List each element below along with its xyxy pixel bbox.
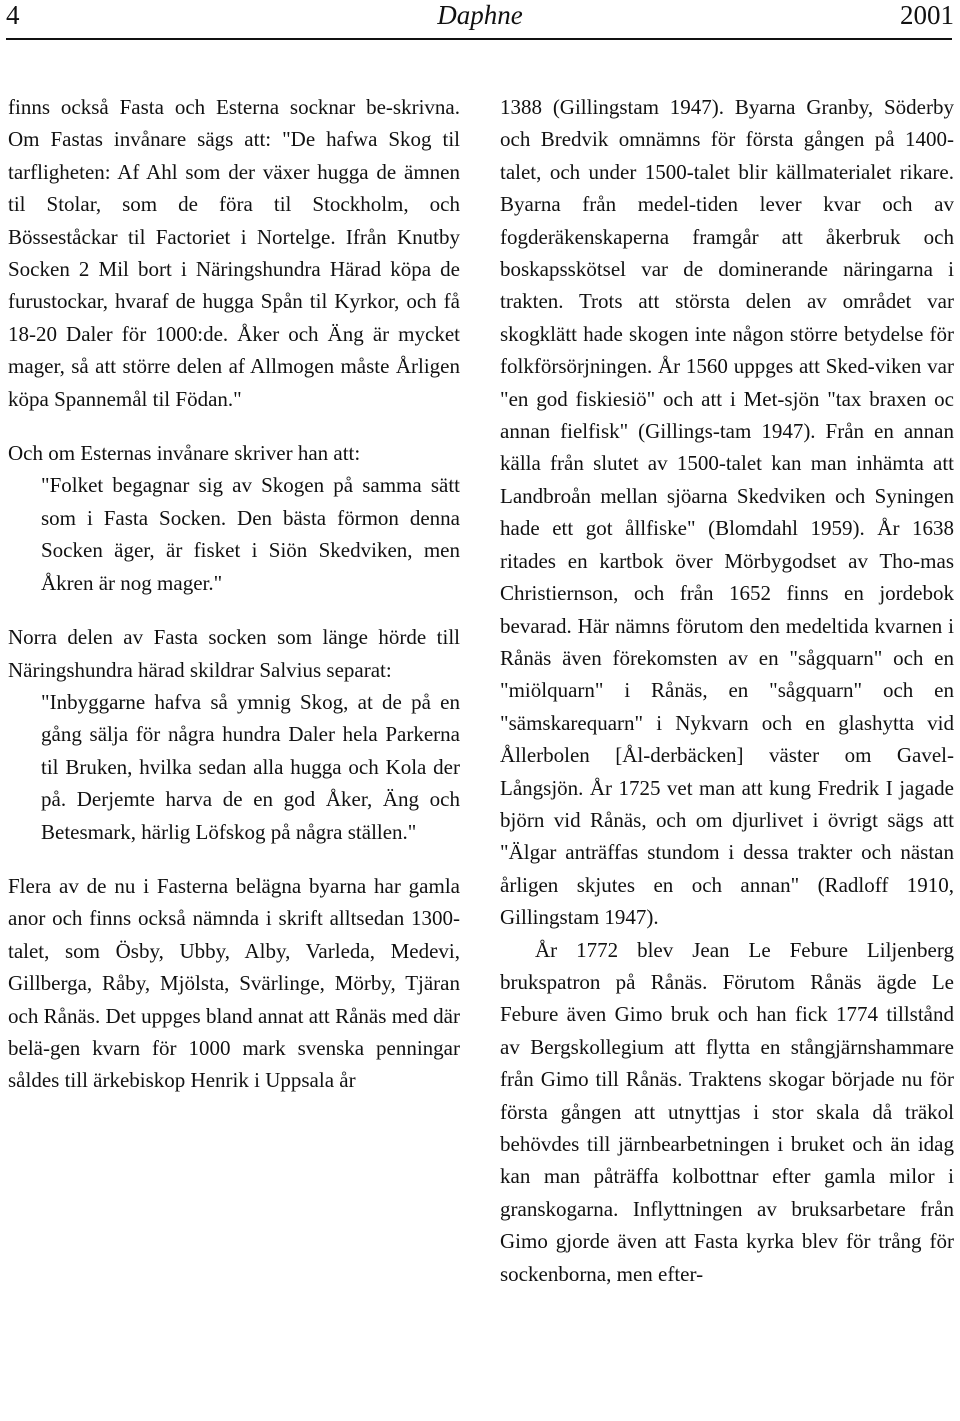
- left-column: [8, 91, 460, 1097]
- paragraph: Flera av de nu i Fasterna belägna byarna har gamla anor och finns också nämnda i skrift alltsedan 1300-talet, som Ösby, Ubby, Alby, Varleda, Medevi, Gillberga, Råby, Mjölsta, Svärlinge, Mörby, Tjäran och Rånäs. Det uppges bland annat att Rånäs med där belä-gen kvarn för 1000 mark svenska penningar såldes till ärkebiskop Henrik i Uppsala år: [8, 873, 460, 1093]
- publication-title: Daphne: [437, 0, 523, 30]
- page-number: 4: [6, 0, 20, 30]
- header-rule: [6, 38, 952, 40]
- paragraph: År 1772 blev Jean Le Febure Liljenberg brukspatron på Rånäs. Förutom Rånäs ägde Le Febure även Gimo bruk och han fick 1774 tillstånd av Bergskollegium att flytta en stångjärnshammare från Gimo till Rånäs. Traktens skogar började nu för första gången att utnyttjas i stor skala då träkol behövdes till järnbearbetningen i bruket och än idag kan man påträffa kolbottnar efter gamla milor i granskogarna. Inflyttningen av bruksarbetare från Gimo gjorde även att Fasta kyrka blev för trång för sockenborna, men efter-: [500, 937, 954, 1286]
- paragraph-intro: Och om Esternas invånare skriver han att:: [8, 441, 361, 466]
- block-quote: "Folket begagnar sig av Skogen på samma sätt som i Fasta Socken. Den bästa förmon denna Socken äger, är fisket i Siön Skedviken, men Åkren är nog mager.": [41, 473, 460, 595]
- block-quote: "Inbyggarne hafva så ymnig Skog, at de på en gång sälja för några hundra Daler hela Parkerna til Bruken, hvilka sedan alla hugga och Kola der på. Derjemte harva de en god Åker, Äng och Betesmark, härlig Löfskog på några ställen.": [41, 689, 460, 844]
- right-column: [500, 91, 954, 1290]
- paragraph: 1388 (Gillingstam 1947). Byarna Granby, Söderby och Bredvik omnämns för första gången på 1400-talet, och under 1500-talet blir källmaterialet rikare. Byarna från medel-tiden lever kvar och av fogderäkenskaperna framgår att åkerbruk och boskapsskötsel var de dominerande näringarna i trakten. Trots att största delen av området var skogklätt hade skogen inte någon större betydelse för folkförsörjningen. År 1560 uppges att Sked-viken var "en god fiskiesiö" och att i Met-sjön "tax braxen oc annan fielfisk" (Gillings-tam 1947). Från en annan källa från slutet av 1500-talet kan man inhämta att Landbroån mellan sjöarna Skedviken och Syningen hade ett got ållfiske" (Blomdahl 1959). År 1638 ritades en kartbok över Mörbygodset av Tho-mas Christiernson, och från 1652 finns en jordebok bevarad. Här nämns förutom den medeltida kvarnen i Rånäs även förekomsten av en "sågquarn" och en "miölquarn" i Rånäs, en "sågquarn" och en "sämskarequarn" i Nykvarn och en glashytta vid Ållerbolen [Ål-derbäcken] väster om Gavel-Långsjön. År 1725 vet man att kung Fredrik I jagade björn vid Rånäs, och om djurlivet i övrigt sägs att "Älgar anträffas stundom i dessa trakter och nästan årligen skjutes en och annan" (Radloff 1910, Gillingstam 1947).: [500, 95, 954, 930]
- paragraph: finns också Fasta och Esterna socknar be-skrivna. Om Fastas invånare sägs att: "De hafwa Skog til tarfligheten: Af Ahl som der växer hugga de ämnen til Stolar, som de föra til Stockholm, och Bösseståckar til Factoriet i Nortelge. Ifrån Knutby Socken 2 Mil bort i Näringshundra Härad köpa de furustockar, hvaraf de hugga Spån til Kyrkor, och få 18-20 Daler för 1000:de. Åker och Äng är mycket mager, så att större delen af Allmogen måste Årligen köpa Spannemål til Födan.": [8, 95, 460, 411]
- paragraph-intro: Norra delen av Fasta socken som länge hörde till Näringshundra härad skildrar Salvius separat:: [8, 625, 460, 682]
- running-header: [6, 0, 954, 34]
- publication-year: 2001: [900, 0, 954, 30]
